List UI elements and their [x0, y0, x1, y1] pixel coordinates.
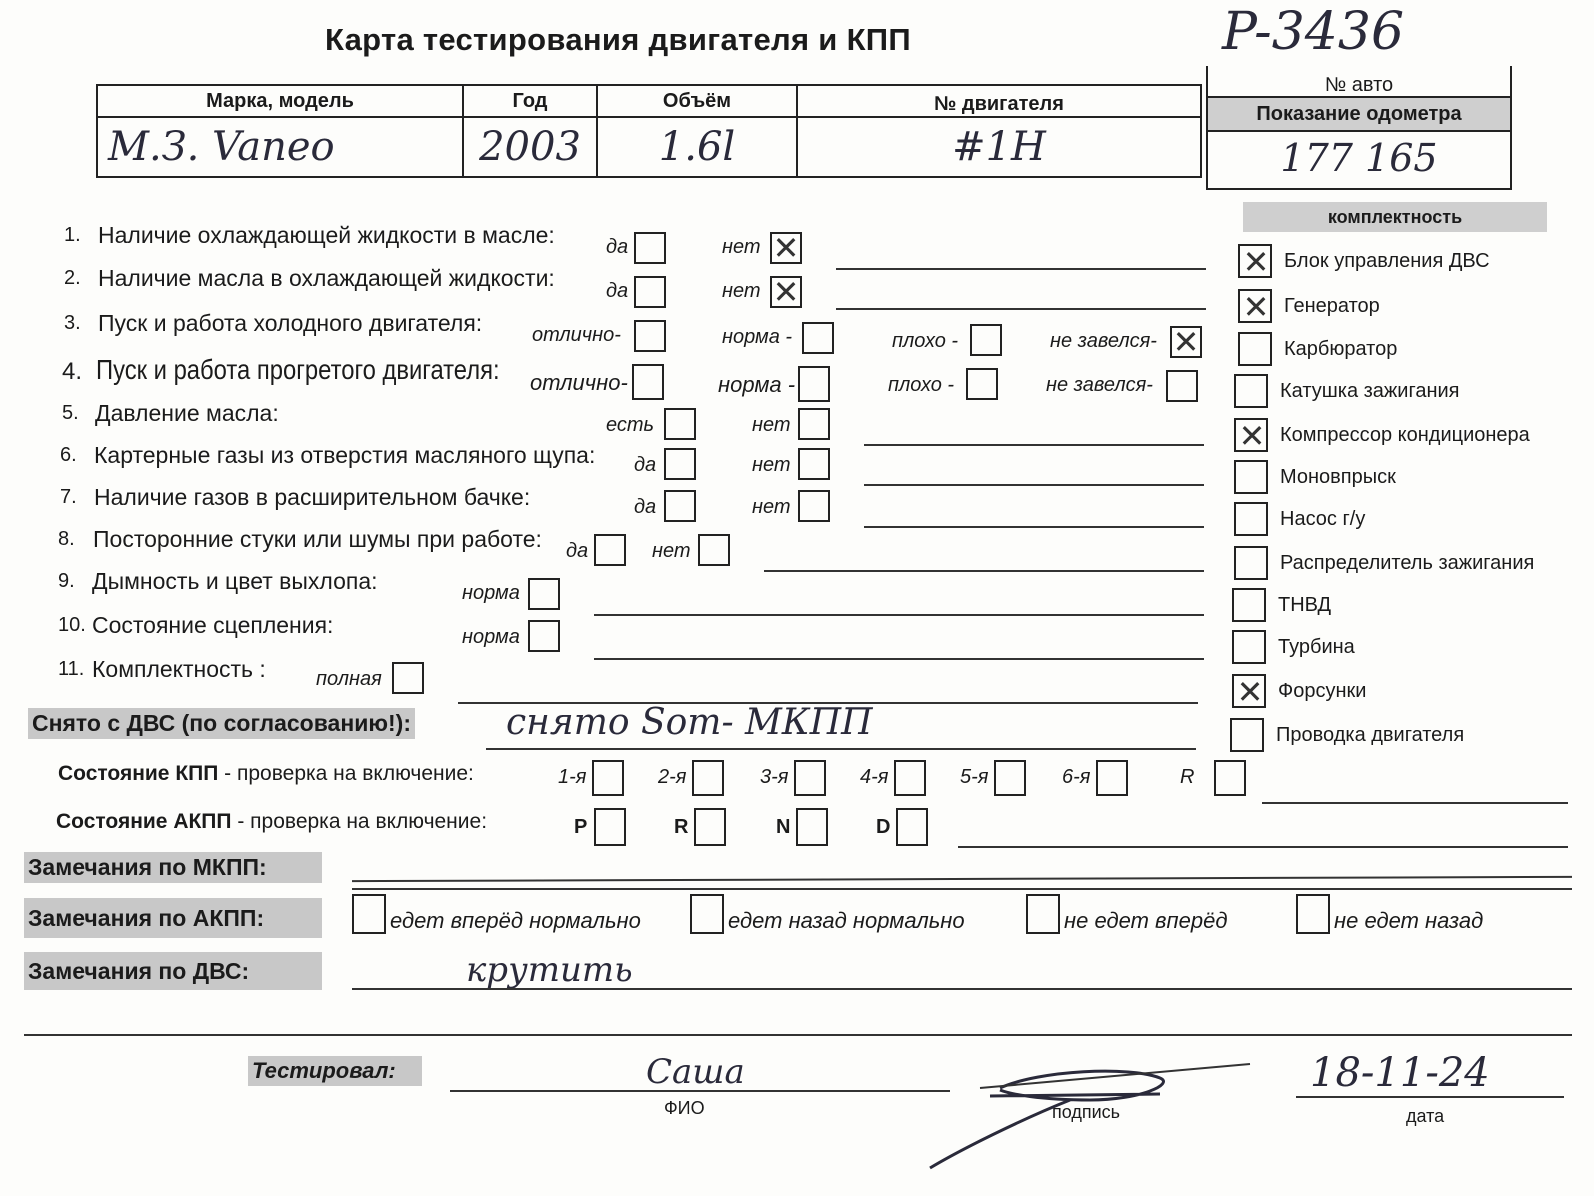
akpp-remark-checkbox[interactable] — [1026, 894, 1060, 934]
completeness-item-label: Блок управления ДВС — [1284, 250, 1490, 272]
completeness-checkbox[interactable] — [1234, 418, 1268, 452]
q11-text: Комплектность : — [92, 656, 266, 682]
completeness-item-label: Генератор — [1284, 295, 1380, 317]
kpp-gear-checkbox[interactable] — [1096, 760, 1128, 796]
q4-text: Пуск и работа прогретого двигателя: — [96, 354, 500, 385]
fio-value[interactable]: Саша — [646, 1052, 745, 1092]
kpp-gear-checkbox[interactable] — [794, 760, 826, 796]
q10-norm-checkbox[interactable] — [528, 620, 560, 652]
removed-label: Снято с ДВС (по согласованию!): — [28, 708, 415, 739]
q4-bad-label: плохо - — [888, 374, 955, 396]
akpp-label — [56, 810, 487, 834]
auto-number-label: № авто — [1324, 74, 1394, 96]
q1-text: Наличие охлаждающей жидкости в масле: — [98, 222, 555, 248]
make-header: Марка, модель — [97, 85, 463, 117]
completeness-checkbox[interactable] — [1234, 502, 1268, 536]
make-value[interactable]: М.З. Vaneo — [97, 117, 463, 177]
q8-note-line[interactable] — [764, 570, 1204, 572]
completeness-checkbox[interactable] — [1232, 630, 1266, 664]
q3-text: Пуск и работа холодного двигателя: — [98, 310, 483, 336]
kpp-label-rest: - проверка на включение: — [218, 762, 474, 785]
q6-no-checkbox[interactable] — [798, 448, 830, 480]
form-number: P-3436 — [1222, 2, 1405, 62]
kpp-gear-label: 2-я — [658, 766, 687, 788]
q9-note-line[interactable] — [594, 614, 1204, 616]
q10-number: 10. — [58, 614, 86, 636]
completeness-checkbox[interactable] — [1232, 674, 1266, 708]
q8-yes-label: да — [566, 540, 589, 562]
q3-normal-label: норма - — [722, 326, 793, 348]
completeness-item-label: Насос г/у — [1280, 508, 1366, 530]
completeness-item-label: Компрессор кондиционера — [1280, 424, 1530, 446]
remarks-mkpp-label: Замечания по МКПП: — [24, 852, 322, 883]
remarks-akpp-label: Замечания по АКПП: — [24, 898, 322, 938]
akpp-remark-label: не едет назад — [1334, 908, 1484, 933]
completeness-item-label: Катушка зажигания — [1280, 380, 1460, 402]
q8-number: 8. — [58, 528, 75, 550]
q7-text: Наличие газов в расширительном бачке: — [94, 484, 531, 510]
q5-text: Давление масла: — [95, 400, 279, 426]
q11-full-checkbox[interactable] — [392, 662, 424, 694]
akpp-gear-label: R — [674, 816, 689, 838]
completeness-item-label: Проводка двигателя — [1276, 724, 1465, 746]
akpp-remark-label: не едет вперёд — [1064, 908, 1228, 933]
completeness-checkbox[interactable] — [1234, 460, 1268, 494]
q7-no-label: нет — [752, 496, 791, 518]
completeness-item-label: Форсунки — [1278, 680, 1367, 702]
remarks-dvs-value[interactable]: крутить — [466, 950, 633, 990]
remarks-mkpp-line2[interactable] — [352, 888, 1572, 890]
q8-no-checkbox[interactable] — [698, 534, 730, 566]
akpp-gear-checkbox[interactable] — [694, 808, 726, 846]
akpp-remark-checkbox[interactable] — [690, 894, 724, 934]
q7-number: 7. — [60, 486, 77, 508]
akpp-gear-label: P — [574, 816, 588, 838]
check-mark-icon: ✕ — [1236, 674, 1264, 710]
q4-normal-checkbox[interactable] — [798, 366, 830, 402]
akpp-gear-label: D — [876, 816, 891, 838]
fio-line[interactable] — [450, 1090, 950, 1092]
q2-no-checkbox[interactable]: ✕ — [770, 276, 802, 308]
kpp-gear-label: 6-я — [1062, 766, 1091, 788]
remarks-mkpp-line[interactable] — [352, 876, 1572, 882]
volume-value[interactable]: 1.6l — [597, 117, 797, 177]
engine-header: № двигателя — [797, 85, 1201, 117]
akpp-gear-label: N — [776, 816, 791, 838]
q5-number: 5. — [62, 402, 79, 424]
q6-text: Картерные газы из отверстия масляного щупа: — [94, 442, 596, 468]
q4-nostart-label: не завелся- — [1046, 374, 1153, 396]
q2-note-line[interactable] — [836, 308, 1206, 310]
akpp-label-rest: - проверка на включение: — [231, 810, 488, 833]
q9-norm-label: норма — [462, 582, 520, 604]
vehicle-header-table — [96, 84, 1202, 178]
q1-yes-checkbox[interactable] — [634, 232, 666, 264]
q3-normal-checkbox[interactable] — [802, 322, 834, 354]
q6-yes-label: да — [634, 454, 657, 476]
kpp-gear-label: 4-я — [860, 766, 889, 788]
q9-text: Дымность и цвет выхлопа: — [92, 568, 378, 594]
kpp-gear-checkbox[interactable] — [1214, 760, 1246, 796]
q3-excellent-label: отлично- — [532, 324, 621, 346]
q10-note-line[interactable] — [594, 658, 1204, 660]
q1-note-line[interactable] — [836, 268, 1206, 270]
odometer-label: Показание одометра — [1208, 96, 1510, 132]
q6-yes-checkbox[interactable] — [664, 448, 696, 480]
q8-no-label: нет — [652, 540, 691, 562]
akpp-gear-checkbox[interactable] — [594, 808, 626, 846]
kpp-label-bold: Состояние КПП — [58, 762, 219, 785]
q10-norm-label: норма — [462, 626, 520, 648]
q4-excellent-checkbox[interactable] — [632, 364, 664, 400]
fio-label: ФИО — [664, 1098, 705, 1118]
q6-note-line[interactable] — [864, 484, 1204, 486]
q4-excellent-label: отлично- — [530, 370, 628, 395]
q3-nostart-label: не завелся- — [1050, 330, 1157, 352]
q2-number: 2. — [64, 267, 81, 289]
q7-yes-checkbox[interactable] — [664, 490, 696, 522]
akpp-label-bold: Состояние АКПП — [56, 810, 232, 833]
q2-text: Наличие масла в охлаждающей жидкости: — [98, 265, 555, 291]
kpp-gear-checkbox[interactable] — [692, 760, 724, 796]
q2-yes-label: да — [606, 280, 629, 302]
completeness-item-label: ТНВД — [1278, 594, 1332, 616]
q1-no-checkbox[interactable]: ✕ — [770, 232, 802, 264]
q5-no-label: нет — [752, 414, 791, 436]
q3-excellent-checkbox[interactable] — [634, 320, 666, 352]
year-header: Год — [463, 85, 597, 117]
q9-norm-checkbox[interactable] — [528, 578, 560, 610]
q6-no-label: нет — [752, 454, 791, 476]
completeness-checkbox[interactable] — [1238, 244, 1272, 278]
q9-number: 9. — [58, 570, 75, 592]
q1-no-label: нет — [722, 236, 761, 258]
akpp-gear-checkbox[interactable] — [896, 808, 928, 846]
kpp-gear-label: 3-я — [760, 766, 789, 788]
completeness-checkbox[interactable] — [1238, 289, 1272, 323]
q4-number: 4. — [62, 358, 83, 385]
q1-number: 1. — [64, 224, 81, 246]
completeness-checkbox[interactable] — [1232, 588, 1266, 622]
remarks-dvs-label: Замечания по ДВС: — [24, 952, 322, 990]
akpp-remark-label: едет назад нормально — [728, 908, 965, 933]
kpp-note-line[interactable] — [1262, 802, 1568, 804]
q4-normal-label: норма - — [718, 372, 796, 397]
removed-value[interactable]: снято Sот- МКПП — [506, 702, 873, 743]
kpp-gear-checkbox[interactable] — [592, 760, 624, 796]
q7-no-checkbox[interactable] — [798, 490, 830, 522]
date-label: дата — [1406, 1106, 1445, 1126]
q2-yes-checkbox[interactable] — [634, 276, 666, 308]
kpp-gear-label: R — [1180, 766, 1195, 788]
volume-header: Объём — [597, 85, 797, 117]
date-value[interactable]: 18-11-24 — [1310, 1050, 1490, 1096]
completeness-item-label: Карбюратор — [1284, 338, 1398, 360]
q7-yes-label: да — [634, 496, 657, 518]
q8-text: Посторонние стуки или шумы при работе: — [93, 526, 542, 552]
q3-bad-label: плохо - — [892, 330, 959, 352]
q2-no-label: нет — [722, 280, 761, 302]
q10-text: Состояние сцепления: — [92, 612, 334, 638]
completeness-checkbox[interactable] — [1238, 332, 1272, 366]
page-title: Карта тестирования двигателя и КПП — [325, 22, 911, 57]
q11-full-label: полная — [316, 668, 382, 690]
q5-present-label: есть — [606, 414, 655, 436]
akpp-remark-checkbox[interactable] — [352, 894, 386, 934]
remarks-dvs-line2[interactable] — [24, 1034, 1572, 1036]
akpp-remark-label: едет вперёд нормально — [390, 908, 641, 933]
check-mark-icon: ✕ — [1242, 244, 1270, 280]
q4-nostart-checkbox[interactable] — [1166, 370, 1198, 402]
odometer-value[interactable]: 177 165 — [1280, 136, 1438, 180]
check-mark-icon: ✕ — [1238, 418, 1266, 454]
akpp-gear-checkbox[interactable] — [796, 808, 828, 846]
completeness-checkbox[interactable] — [1234, 374, 1268, 408]
q5-present-checkbox[interactable] — [664, 408, 696, 440]
kpp-label — [58, 762, 474, 786]
q3-nostart-checkbox[interactable]: ✕ — [1170, 326, 1202, 358]
q11-number: 11. — [58, 658, 85, 680]
q5-no-checkbox[interactable] — [798, 408, 830, 440]
check-mark-icon: ✕ — [1242, 289, 1270, 325]
year-value[interactable]: 2003 — [463, 117, 597, 177]
completeness-header: комплектность — [1243, 202, 1547, 232]
engine-value[interactable]: #1H — [797, 117, 1201, 177]
remarks-dvs-line[interactable] — [352, 988, 1572, 990]
kpp-gear-checkbox[interactable] — [994, 760, 1026, 796]
q5-note-line[interactable] — [864, 444, 1204, 446]
kpp-gear-checkbox[interactable] — [894, 760, 926, 796]
q3-number: 3. — [64, 312, 81, 334]
akpp-note-line[interactable] — [958, 846, 1568, 848]
removed-line[interactable] — [486, 748, 1196, 750]
akpp-remark-checkbox[interactable] — [1296, 894, 1330, 934]
auto-number-box — [1206, 66, 1512, 190]
completeness-item-label: Турбина — [1278, 636, 1355, 658]
completeness-item-label: Моновпрыск — [1280, 466, 1396, 488]
q7-note-line[interactable] — [864, 526, 1204, 528]
signature-label: подпись — [1052, 1102, 1121, 1122]
completeness-checkbox[interactable] — [1234, 546, 1268, 580]
q4-bad-checkbox[interactable] — [966, 368, 998, 400]
tested-label: Тестировал: — [248, 1056, 422, 1086]
q6-number: 6. — [60, 444, 77, 466]
completeness-item-label: Распределитель зажигания — [1280, 552, 1535, 574]
completeness-checkbox[interactable] — [1230, 718, 1264, 752]
q3-bad-checkbox[interactable] — [970, 324, 1002, 356]
kpp-gear-label: 5-я — [960, 766, 989, 788]
kpp-gear-label: 1-я — [558, 766, 587, 788]
q8-yes-checkbox[interactable] — [594, 534, 626, 566]
q1-yes-label: да — [606, 236, 629, 258]
date-line[interactable] — [1296, 1096, 1564, 1098]
